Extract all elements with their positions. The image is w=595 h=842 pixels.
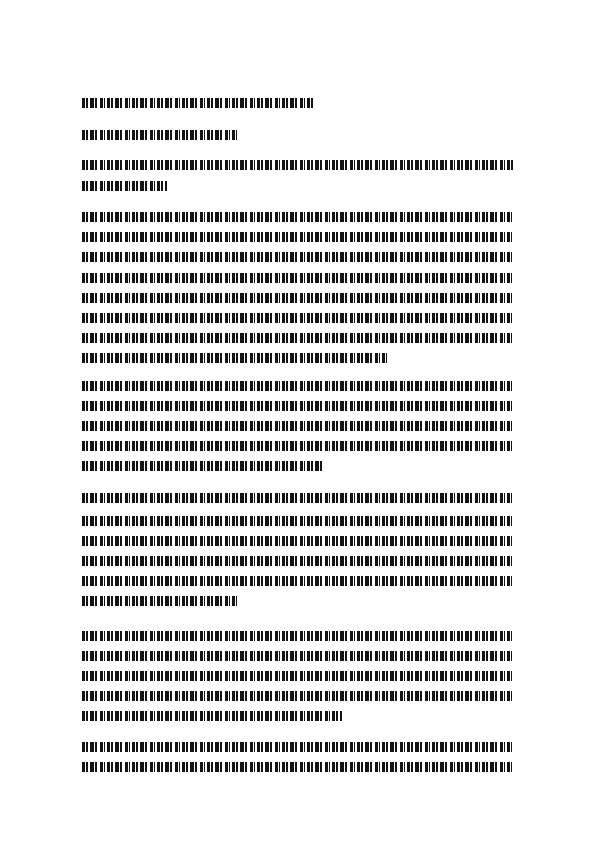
- paragraph-line: [82, 441, 512, 451]
- paragraph-line: [82, 293, 512, 303]
- paragraph-line: [82, 671, 512, 681]
- paragraph-line: [82, 711, 342, 721]
- subheading-line: [82, 130, 237, 140]
- paragraph-line: [82, 762, 512, 772]
- paragraph-line: [82, 461, 322, 471]
- paragraph-line: [82, 381, 512, 391]
- paragraph-line: [82, 651, 512, 661]
- paragraph-line: [82, 516, 512, 526]
- paragraph-line: [82, 401, 512, 411]
- heading-line: [82, 98, 314, 108]
- paragraph-line: [82, 421, 512, 431]
- paragraph-line: [82, 232, 512, 242]
- title-line: [82, 160, 514, 170]
- paragraph-line: [82, 273, 512, 283]
- paragraph-line: [82, 536, 512, 546]
- paragraph-line: [82, 556, 512, 566]
- paragraph-line: [82, 596, 237, 606]
- paragraph-line: [82, 313, 512, 323]
- paragraph-line: [82, 333, 512, 343]
- title-line: [82, 181, 167, 191]
- paragraph-line: [82, 691, 512, 701]
- paragraph-line: [82, 212, 512, 222]
- paragraph-line: [82, 353, 387, 363]
- paragraph-line: [82, 252, 512, 262]
- paragraph-line: [82, 493, 512, 503]
- paragraph-line: [82, 631, 512, 641]
- paragraph-line: [82, 742, 512, 752]
- paragraph-line: [82, 576, 512, 586]
